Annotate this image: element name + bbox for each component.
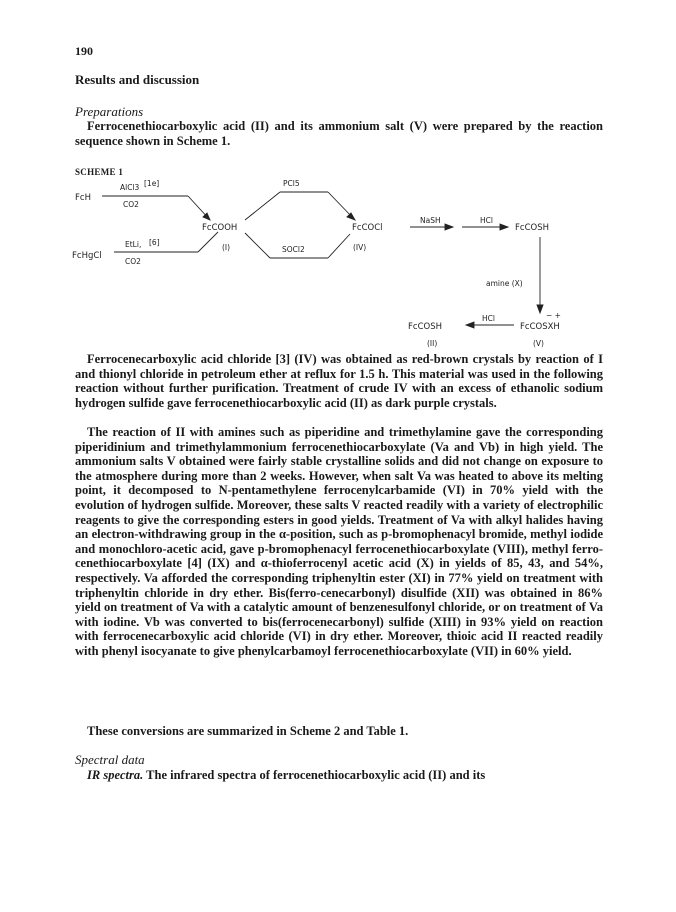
scheme-label: SCHEME 1 [75, 167, 124, 177]
scheme-fccocl: FcCOCl [352, 223, 383, 233]
scheme-charge: − + [546, 311, 561, 320]
scheme-alcl3: AlCl3 [120, 183, 140, 192]
page-number: 190 [75, 44, 93, 58]
scheme-label-ii: (II) [427, 339, 438, 348]
scheme-socl2: SOCl2 [282, 245, 305, 254]
scheme-co2-bottom: CO2 [125, 257, 141, 266]
scheme-ref-6: [6] [149, 238, 160, 247]
intro-paragraph [75, 119, 603, 148]
paragraph-3-text: These conversions are summarized in Scheme 2 and Table 1. [87, 724, 409, 738]
paragraph-2-text: The reaction of II with amines such as piperidine and trimethylamine gave the corresponding piperidinium and trimethylammonium ferrocenethiocarboxylate (Va and Vb) in high yield. The ammonium salts V obtained were fairly stable crystalline solids and did not change on exposure to the atmosphere during more than 2 weeks. However, when salt Va was heated to above its melting point, it decomposed to N-pentamethylene ferrocenylcarbamide (VI) in 70% yield with the evolution of hydrogen sulfide. Moreover, these salts V reacted readily with a variety of electrophilic reagents to give the corresponding esters in good yields. Treatment of Va with alkyl halides having an electron-withdrawing group in the α-position, such as p-bromophenacyl bromide, methyl iodide and monochloro-acetic acid, gave p-bromophenacyl ferrocenethiocarboxylate (VIII), methyl ferro-cenethiocarboxylate [4] (IX) and α-thioferrocenyl acetic acid (X) in yields of 85, 43, and 54%, respectively. Va afforded the corresponding triphenyltin ester (XI) in 77% yield on treatment with triphenyltin chloride in dry ether. Bis(ferro-cenecarbonyl) disulfide (XII) was obtained in 86% yield on treatment of Va with a catalytic amount of benzenesulfonyl chloride, or on treatment of Va with iodine. Vb was converted to bis(ferrocenecarbonyl) sulfide (XIII) in 93% yield on reaction with ferrocenecarboxylic acid chloride (VI) in dry ether. Moreover, thioic acid II reacted readily with phenyl isocyanate to give phenylcarbamoyl ferrocenethiocarboxylate (VII) in 60% yield. [75, 425, 603, 658]
scheme-fchgcl: FcHgCl [72, 251, 102, 261]
subsection-preparations: Preparations [75, 104, 144, 119]
paragraph-1 [75, 352, 603, 410]
scheme-label-i: (I) [222, 243, 231, 252]
scheme-ref-1e: [1e] [144, 179, 160, 188]
scheme-fch: FcH [75, 193, 91, 203]
scheme-fccosxh: FcCOSXH [520, 322, 560, 332]
paragraph-1-text: Ferrocenecarboxylic acid chloride [3] (IV) was obtained as red-brown crystals by reaction of I and thionyl chloride in petroleum ether at reflux for 1.5 h. This material was used in the following reaction without further purification. Treatment of crude IV with an excess of ethanolic sodium hydrogen sulfide gave ferrocenethiocarboxylic acid (II) as dark purple crystals. [75, 352, 603, 410]
scheme-fccosh-top: FcCOSH [515, 223, 549, 233]
scheme-amine: amine (X) [486, 279, 523, 288]
ir-heading: IR spectra. [87, 768, 144, 782]
intro-paragraph-text: Ferrocenethiocarboxylic acid (II) and its ammonium salt (V) were prepared by the reaction sequence shown in Scheme 1. [75, 119, 603, 148]
subsection-spectral: Spectral data [75, 752, 145, 767]
paragraph-3 [75, 724, 603, 739]
scheme-label-v: (V) [533, 339, 544, 348]
scheme-fccosh-bottom: FcCOSH [408, 322, 442, 332]
scheme-hcl-2: HCl [482, 314, 495, 323]
scheme-pcl5: PCl5 [283, 179, 300, 188]
section-title: Results and discussion [75, 72, 200, 87]
scheme-fccooh: FcCOOH [202, 223, 238, 233]
scheme-co2-top: CO2 [123, 200, 139, 209]
ir-text: The infrared spectra of ferrocenethiocarboxylic acid (II) and its [146, 768, 486, 782]
scheme-etli: EtLi, [125, 240, 142, 249]
reaction-scheme [70, 170, 600, 350]
scheme-label-iv: (IV) [353, 243, 367, 252]
scheme-nash: NaSH [420, 216, 441, 225]
paragraph-2 [75, 425, 603, 659]
ir-paragraph [75, 768, 603, 783]
scheme-hcl-1: HCl [480, 216, 493, 225]
